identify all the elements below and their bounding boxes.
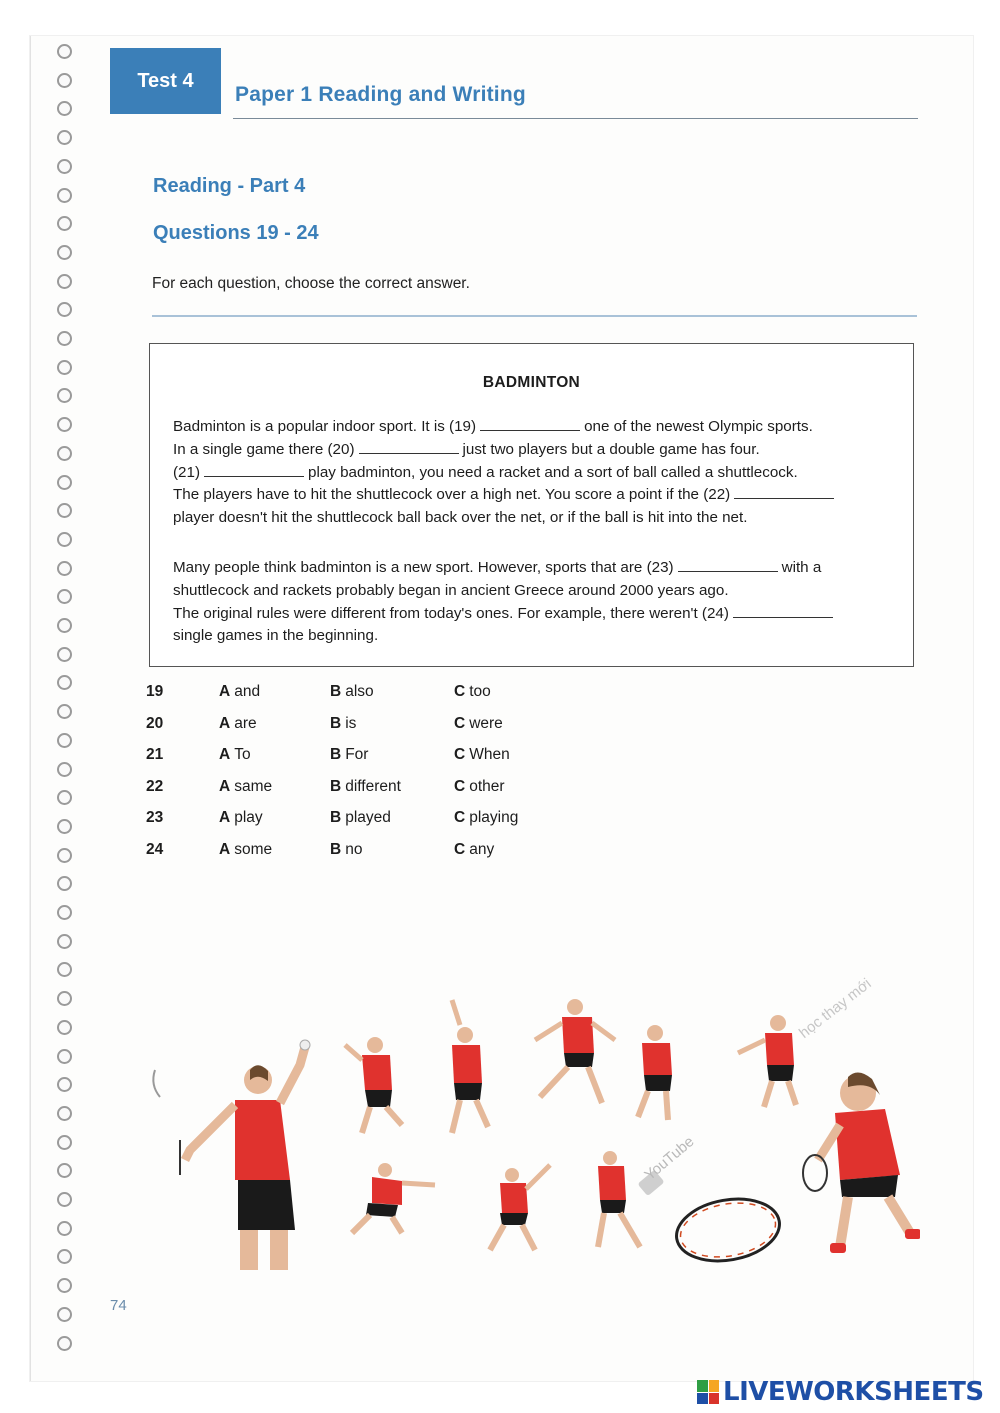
page-number: 74 [110, 1297, 127, 1314]
binding-ring [57, 618, 72, 633]
option-c[interactable] [454, 841, 494, 859]
part-heading: Reading - Part 4 [153, 175, 306, 197]
option-letter: C [454, 840, 466, 858]
youtube-watermark: YouTube [641, 1133, 698, 1184]
racket-frame [672, 1191, 785, 1268]
binding-ring [57, 388, 72, 403]
option-letter: A [219, 777, 231, 795]
player-jump-1 [345, 1037, 402, 1133]
passage-line [173, 603, 895, 626]
passage-text: In a single game there (20) [173, 440, 355, 458]
binding-ring [57, 130, 72, 145]
option-letter: C [454, 809, 466, 826]
answer-blank[interactable] [359, 441, 459, 454]
binding-ring [57, 1249, 72, 1264]
answer-blank[interactable] [734, 486, 834, 499]
binding-ring [57, 503, 72, 518]
binding-ring [57, 934, 72, 949]
title-divider [233, 118, 918, 119]
logo-square [697, 1393, 708, 1405]
passage-text: The original rules were different from today's ones. For example, there weren't (24) [173, 604, 729, 622]
binding-ring [57, 675, 72, 690]
question-number: 24 [146, 840, 164, 858]
binding-ring [57, 302, 72, 317]
option-b[interactable] [330, 778, 401, 796]
player-reach [738, 1015, 796, 1107]
binding-ring [57, 1278, 72, 1293]
passage-line [173, 625, 895, 648]
test-label: Test 4 [110, 48, 221, 114]
passage-text: play badminton, you need a racket and a sort of ball called a shuttlecock. [308, 463, 798, 481]
answer-blank[interactable] [678, 559, 778, 572]
binding-ring [57, 876, 72, 891]
option-text: For [345, 746, 369, 763]
option-letter: C [454, 714, 466, 732]
answer-blank[interactable] [733, 605, 833, 618]
logo-square [697, 1380, 708, 1392]
passage-line [173, 416, 895, 439]
logo-square [709, 1380, 720, 1392]
option-a[interactable] [219, 841, 272, 859]
passage-text: Badminton is a popular indoor sport. It is (19) [173, 418, 477, 435]
passage-line [173, 484, 895, 507]
passage-paragraph-2 [173, 557, 895, 648]
binding-ring [57, 532, 72, 547]
option-letter: A [219, 714, 231, 732]
option-b[interactable] [330, 715, 356, 733]
binding-ring [57, 790, 72, 805]
passage-line [173, 580, 895, 603]
binding-ring [57, 360, 72, 375]
option-letter: B [330, 777, 342, 795]
option-text: is [345, 714, 357, 732]
option-text: played [345, 809, 391, 826]
binding-ring [57, 704, 72, 719]
binding-ring [57, 1049, 72, 1064]
option-c[interactable] [454, 809, 518, 827]
liveworksheets-icon [697, 1380, 719, 1404]
reading-passage-box [149, 343, 914, 667]
passage-line [173, 439, 895, 462]
passage-text: with a [781, 559, 822, 576]
option-b[interactable] [330, 841, 362, 859]
binding-ring [57, 331, 72, 346]
handwritten-watermark: học thay mới [795, 975, 875, 1042]
option-letter: C [454, 683, 466, 700]
passage-text: just two players but a double game has four. [462, 440, 760, 458]
binding-ring [57, 1163, 72, 1178]
passage-text: one of the newest Olympic sports. [584, 418, 813, 435]
binding-ring [57, 1020, 72, 1035]
passage-text: shuttlecock and rackets probably began in ancient Greece around 2000 years ago. [173, 581, 729, 599]
option-text: same [234, 777, 273, 795]
passage-line [173, 557, 895, 580]
player-ready [490, 1165, 550, 1250]
option-letter: B [330, 714, 342, 732]
passage-text: The players have to hit the shuttlecock over a high net. You score a point if the (22) [173, 486, 731, 504]
binding-ring [57, 1106, 72, 1121]
binding-ring [57, 1077, 72, 1092]
option-text: were [469, 714, 503, 732]
option-a[interactable] [219, 683, 260, 701]
player-serving [153, 1040, 310, 1270]
binding-ring [57, 1307, 72, 1322]
option-letter: A [219, 809, 231, 826]
binding-ring [57, 417, 72, 432]
option-text: other [469, 777, 505, 795]
binding-ring [57, 216, 72, 231]
option-text: When [469, 746, 510, 763]
binding-ring [57, 475, 72, 490]
option-text: and [234, 683, 261, 700]
binding-ring [57, 848, 72, 863]
option-a[interactable] [219, 746, 251, 764]
binding-ring [57, 1135, 72, 1150]
passage-text: single games in the beginning. [173, 627, 379, 645]
question-number: 19 [146, 683, 164, 700]
binding-ring [57, 991, 72, 1006]
player-jump-4 [638, 1025, 672, 1120]
binding-ring [57, 819, 72, 834]
spiral-binding [55, 44, 77, 1354]
option-letter: A [219, 840, 231, 858]
binding-ring [57, 561, 72, 576]
option-text: some [234, 840, 273, 858]
binding-ring [57, 73, 72, 88]
logo-square [709, 1393, 720, 1405]
brand-text: LIVEWORKSHEETS [723, 1377, 984, 1407]
option-text: play [234, 809, 263, 826]
option-c[interactable] [454, 746, 510, 764]
question-number: 21 [146, 746, 164, 763]
option-text: are [234, 714, 257, 732]
player-lunge-low [352, 1163, 435, 1233]
passage-title: BADMINTON [482, 374, 581, 391]
option-letter: B [330, 746, 342, 763]
binding-ring [57, 44, 72, 59]
question-number: 23 [146, 809, 164, 826]
option-text: playing [469, 809, 519, 826]
option-c[interactable] [454, 778, 505, 796]
binding-ring [57, 159, 72, 174]
option-a[interactable] [219, 778, 272, 796]
questions-heading: Questions 19 - 24 [153, 222, 319, 244]
option-c[interactable] [454, 715, 503, 733]
player-closeup [803, 1072, 920, 1253]
option-a[interactable] [219, 715, 257, 733]
option-letter: C [454, 777, 466, 795]
option-text: also [345, 683, 374, 700]
instruction-text: For each question, choose the correct answer. [152, 275, 470, 292]
binding-ring [57, 1192, 72, 1207]
option-text: different [345, 777, 401, 795]
answer-blank[interactable] [480, 418, 580, 431]
question-number: 20 [146, 714, 164, 732]
option-letter: B [330, 809, 342, 826]
passage-line [173, 507, 895, 530]
binding-ring [57, 188, 72, 203]
option-letter: B [330, 683, 342, 700]
option-b[interactable] [330, 746, 368, 764]
binding-ring [57, 589, 72, 604]
player-stance [598, 1151, 640, 1247]
answer-blank[interactable] [204, 464, 304, 477]
binding-ring [57, 274, 72, 289]
binding-ring [57, 647, 72, 662]
option-text: no [345, 840, 363, 858]
binding-ring [57, 762, 72, 777]
option-letter: B [330, 840, 342, 858]
binding-ring [57, 905, 72, 920]
option-letter: A [219, 683, 231, 700]
question-number: 22 [146, 777, 164, 795]
option-c[interactable] [454, 683, 491, 701]
passage-text: (21) [173, 463, 201, 481]
instruction-divider [152, 315, 917, 317]
binding-ring [57, 962, 72, 977]
passage-paragraph-1 [173, 416, 895, 530]
option-text: any [469, 840, 495, 858]
passage-line [173, 462, 895, 485]
liveworksheets-logo[interactable] [697, 1377, 984, 1407]
binding-ring [57, 1336, 72, 1351]
paper-title: Paper 1 Reading and Writing [235, 83, 526, 106]
player-jump-3 [535, 999, 615, 1103]
option-b[interactable] [330, 809, 391, 827]
option-text: too [469, 683, 491, 700]
passage-text: player doesn't hit the shuttlecock ball back over the net, or if the ball is hit into the net. [173, 509, 748, 527]
option-letter: A [219, 746, 231, 763]
binding-ring [57, 1221, 72, 1236]
option-letter: C [454, 746, 466, 763]
binding-ring [57, 245, 72, 260]
option-a[interactable] [219, 809, 263, 827]
player-jump-2 [452, 1000, 488, 1133]
binding-ring [57, 446, 72, 461]
binding-ring [57, 101, 72, 116]
passage-text: Many people think badminton is a new sport. However, sports that are (23) [173, 559, 674, 576]
binding-ring [57, 733, 72, 748]
option-b[interactable] [330, 683, 374, 701]
option-text: To [234, 746, 251, 763]
